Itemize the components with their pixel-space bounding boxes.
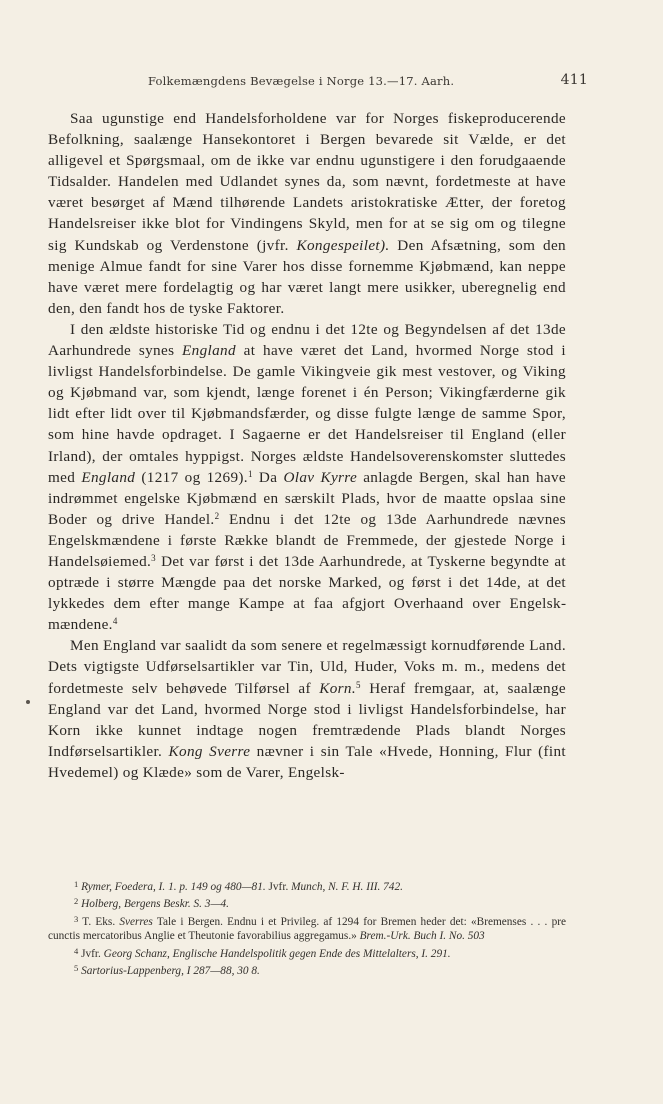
footnote-3 — [48, 912, 566, 944]
italic-text: England — [182, 342, 236, 360]
footnotes — [48, 877, 566, 978]
footnote-ref: 4 — [112, 616, 118, 627]
italic-text: Kong Sverre — [168, 742, 251, 760]
text-run: Det var først i det 13de Aarhundrede, at Tyskerne begyndte at optræde i større Mængde paa det norske Marked, og først i det 14de, at det lykkedes dem efter mange Kampe at faa afgjort Overhaand over Engelskmændene. — [48, 552, 566, 634]
text-run: Da — [252, 468, 284, 486]
text-run: Saa ugunstige end Handelsforholdene var for Norges fiskeproducerende Befolkning, saalænge Hansekontoret i Bergen bevarede sit Vælde, er det alligevel et Spørgsmaal, om de ikke var endnu ugunstigere i den forudgaaende Tidsalder. Handelen med Udlandet synes da, som nævnt, fordetmeste at have været besørget af Mænd tilhørende Landets aristokratiske Ætter, der foretog Handelsreiser ikke blot for Vindingens Skyld, men for at se sig om og tilegne sig Kundskab og Verdenstone (jvfr. — [48, 110, 566, 254]
italic-text: Brem.-Urk. Buch I. No. 503 — [359, 930, 485, 943]
text-run: nævner i sin Tale «Hvede, Honning, Flur (fint Hvedemel) og Klæde» som de Varer, Engelsk- — [48, 742, 566, 781]
footnote-ref: 2 — [214, 510, 220, 521]
paper-speck — [26, 700, 30, 704]
footnote-ref: 5 — [356, 679, 361, 690]
footnote-mark: 3 — [74, 913, 79, 924]
italic-text: Georg Schanz, Englische Handelspolitik gegen Ende des Mittelalters, I. 291. — [103, 947, 451, 960]
italic-text: Kongespeilet). — [296, 236, 390, 254]
italic-text: Munch, N. F. H. III. 742. — [291, 881, 403, 893]
paragraph-3 — [48, 635, 566, 783]
text-run: anlagde Bergen, skal han have indrømmet engelske Kjøbmænd en særskilt Plads, hvor de maatte opslaa sine Boder og drive Handel. — [48, 468, 567, 528]
footnote-mark: 1 — [74, 879, 79, 889]
footnote-mark: 5 — [74, 963, 79, 974]
italic-text: Sartorius-Lappenberg, I 287—88, 30 8. — [81, 965, 260, 978]
italic-text: Olav Kyrre — [283, 468, 358, 486]
text-run: I den ældste historiske Tid og endnu i det 12te og Begyndelsen af det 13de Aarhundrede synes — [48, 320, 566, 360]
italic-text: Korn. — [319, 679, 357, 697]
text-run: Jvfr. — [265, 881, 292, 893]
footnote-5 — [48, 961, 566, 978]
text-run: T. Eks. — [82, 915, 120, 928]
footnote-1 — [48, 877, 566, 894]
page-number: 411 — [560, 72, 588, 88]
footnote-4 — [48, 944, 566, 961]
paragraph-1 — [48, 108, 566, 319]
italic-text: Rymer, Foedera, I. 1. p. 149 og 480—81. — [81, 881, 266, 893]
text-run: Jvfr. — [81, 947, 104, 960]
text-run: Den Afsætning, som den menige Almue fandt for sine Varer hos disse fornemme Kjøbmænd, kan neppe have været mere fordelagtig og har været langt mere usikker, uberegnelig end den, den fandt hos de tyske Faktorer. — [48, 236, 566, 317]
text-run: at have været det Land, hvormed Norge stod i livligst Handelsforbindelse. De gamle Vikingveie gik mest vestover, og Viking og Kjøbmand var, som kjendt, længe forenet i én Person; Vikingfærderne gik lidt efter lidt over til Kjøbmandsfærder, og disse fulgte længe de samme Spor, som hine havde opdraget. I Sagaerne er det Handelsreiser til England (eller Irland), der omtales hyppigst. Norges ældste Handelsoverenskomster sluttedes med — [48, 342, 566, 486]
text-run: (1217 og 1269). — [135, 468, 248, 486]
text-run: Endnu i det 12te og 13de Aarhundrede nævnes Engelskmændene i første Række blandt de Fremmede, der gjestede Norge i Handelsøiemed. — [48, 510, 566, 570]
footnote-ref: 1 — [247, 468, 253, 479]
italic-text: Sverres — [119, 915, 153, 928]
text-run: Heraf fremgaar, at, saalænge England var det Land, hvormed Norge stod i livligst Handelsforbindelse, har Korn ikke kunnet indtage nogen fremtrædende Plads blandt Norges Indførselsartikler. — [48, 679, 566, 760]
text-run: Tale i Bergen. Endnu i et Privileg. af 1294 for Bremen heder det: «Bremenses . . . pre cunctis mercatoribus Anglie et Theutonie favorabilius aggregamus.» — [48, 915, 566, 943]
italic-text: Holberg, Bergens Beskr. S. 3—4. — [81, 898, 229, 911]
running-header — [148, 74, 588, 88]
footnote-mark: 4 — [74, 945, 79, 956]
running-title: Folkemængdens Bevægelse i Norge 13.—17. Aarh. — [148, 74, 455, 88]
footnote-mark: 2 — [74, 896, 79, 907]
paragraph-2 — [48, 319, 566, 635]
text-run: Men England var saalidt da som senere et regelmæssigt kornudførende Land. Dets vigtigste Udførselsartikler var Tin, Uld, Huder, Voks m. m., medens det fordetmeste selv behøvede Tilførsel af — [48, 637, 566, 697]
footnote-2 — [48, 894, 566, 911]
footnote-ref: 3 — [151, 552, 157, 563]
main-text — [48, 108, 566, 783]
italic-text: England — [81, 468, 136, 486]
